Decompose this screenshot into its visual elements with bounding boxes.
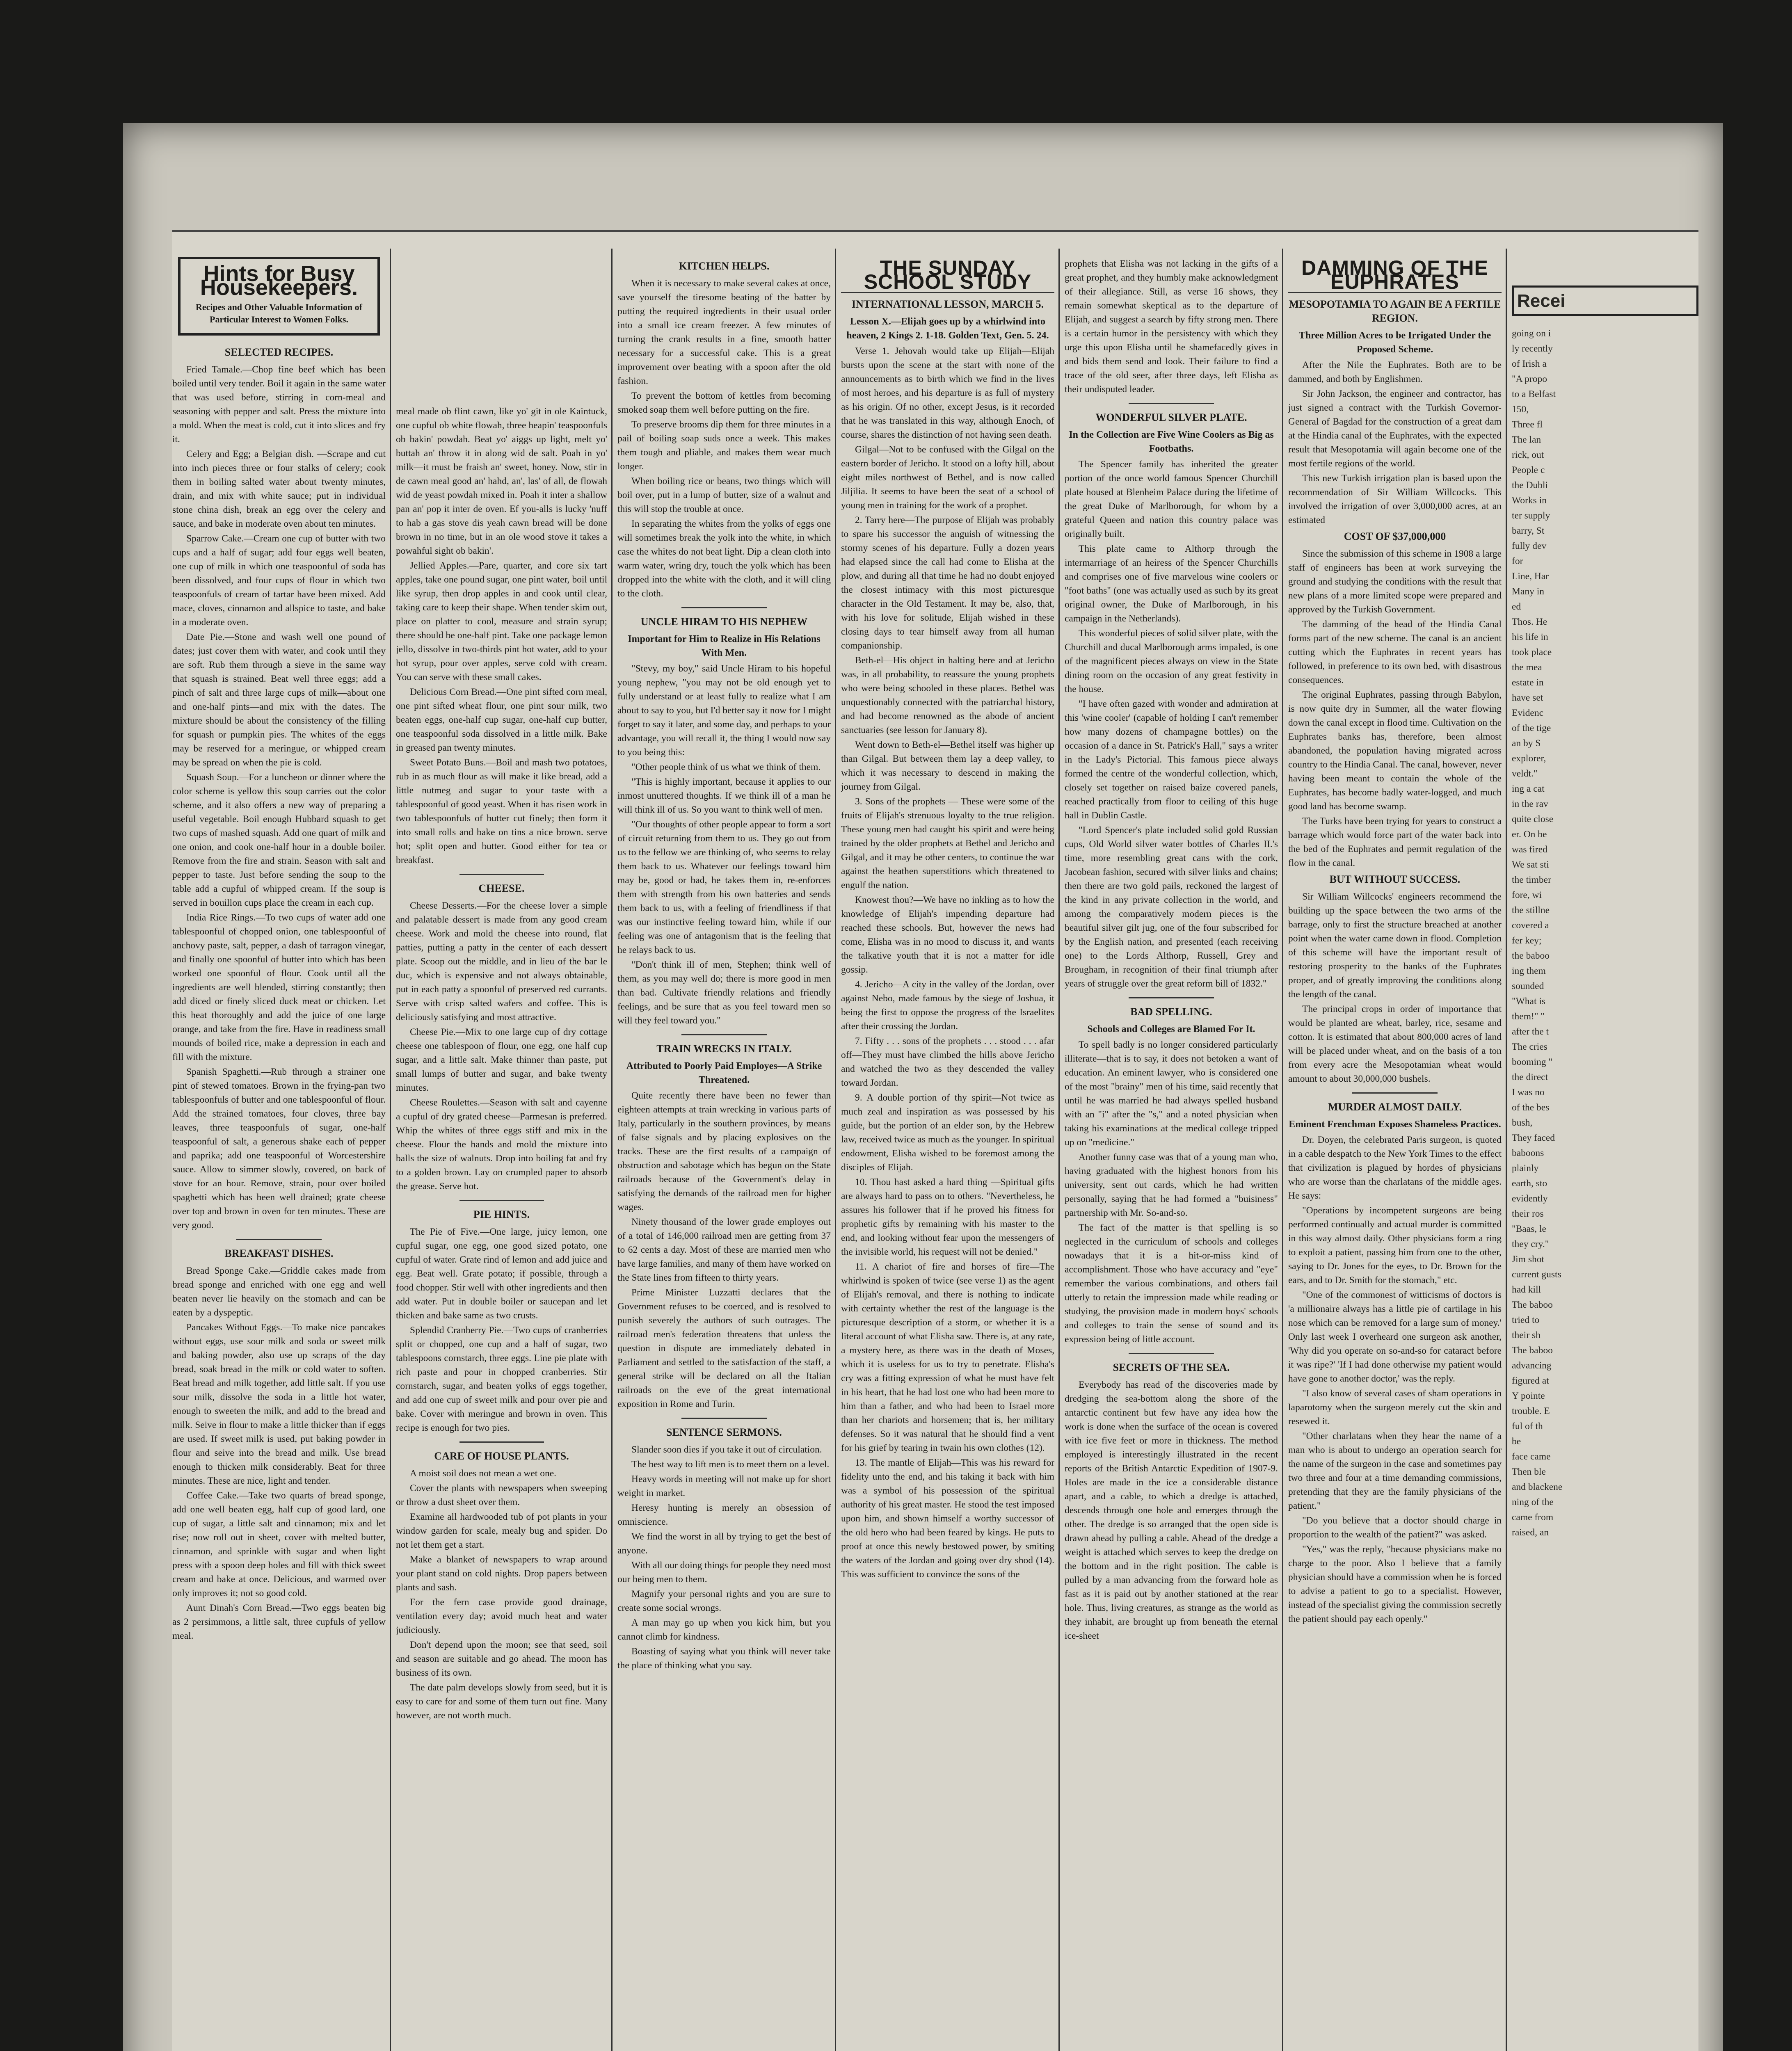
hiram-heading: UNCLE HIRAM TO HIS NEPHEW bbox=[640, 616, 808, 628]
clipped-line: of the bes bbox=[1512, 1102, 1550, 1113]
paragraph: We find the worst in all by trying to get the best of anyone. bbox=[617, 1531, 831, 1556]
clipped-line: sounded bbox=[1512, 981, 1544, 991]
paragraph: "Lord Spencer's plate included solid gold Russian cups, Old World silver water bottles of Charles II.'s time, more resembling great cans with the cork, Jacobean fashion, secured with silver links and chains; then there are two gold pails, reckoned the largest of the kind in any private collection in the world, and among the comparatively modern pieces is the beautiful silver gilt jug, one of the four subscribed for by the English nation, and presented (each receiving one) to the Lords Althorp, Russell, Grey and Brougham, in recognition of their final triumph after years of struggle over the great reform bill of 1832." bbox=[1065, 825, 1278, 989]
clipped-line: The lan bbox=[1512, 434, 1541, 445]
column-rule bbox=[611, 249, 613, 2051]
paragraph: Beth-el—His object in halting here and at Jericho was, in all probability, to reassure the young prophets who were being schooled in these places. Bethel was unquestionably connected with the patriarchal history, and had become renowned as the abode of ancient sanctuaries (see lesson for January 8). bbox=[841, 655, 1054, 735]
paragraph: 10. Thou hast asked a hard thing —Spiritual gifts are always hard to pass on to others. "Nevertheless, he assures his follower that if he proved his fitness for prophetic gifts by remaining with his master to the end, and looking without fear upon the messengers of the invisible world, his request will not be denied." bbox=[841, 1177, 1054, 1257]
paragraph: The fact of the matter is that spelling is so neglected in the curriculum of schools and colleges nowadays that it is a hit-or-miss kind of accomplishment. Those who have accuracy and "eye" remember the various combinations, and others fail utterly to retain the impression made while reading or studying, the provision made in modern boys' schools and colleges to train the sense of sound and its expression being of little account. bbox=[1065, 1222, 1278, 1345]
paragraph: Cheese Roulettes.—Season with salt and cayenne a cupful of dry grated cheese—Parmesan is preferred. Whip the whites of three eggs stiff and mix in the cheese. Flour the hands and mold the mixture into balls the size of walnuts. Drop into boiling fat and fry to a golden brown. Lay on crumpled paper to absorb the grease. Serve hot. bbox=[396, 1097, 607, 1192]
column-rule bbox=[390, 249, 391, 2051]
paragraph: Cheese Desserts.—For the cheese lover a simple and palatable dessert is made from any good cream cheese. Work and mold the cheese into round, flat patties, putting a patty in the center of each dessert plate. Scoop out the middle, and in lieu of the bar le duc, which is expensive and not always obtainable, put in each patty a spoonful of preserved red currants. Serve with crisp salted wafers and coffee. This is deliciously satisfying and most attractive. bbox=[396, 900, 607, 1023]
clipped-line: The baboo bbox=[1512, 1345, 1553, 1356]
clipped-line: "Baas, le bbox=[1512, 1224, 1546, 1234]
clipped-line: Thos. He bbox=[1512, 617, 1547, 627]
column-rule bbox=[1058, 249, 1060, 2051]
paragraph: 7. Fifty . . . sons of the prophets . . . stood . . . afar off—They must have climbed the hills above Jericho and watched the two as they descended the valley toward Jordan. bbox=[841, 1036, 1054, 1088]
clipped-line: ter supply bbox=[1512, 510, 1550, 521]
paragraph: 9. A double portion of thy spirit—Not twice as much zeal and inspiration as was possessed by his guide, but the portion of an elder son, by the Hebrew law, received twice as much as the younger. In spiritual endowment, Elisha wished to be foremost among the disciples of Elijah. bbox=[841, 1092, 1054, 1173]
clipped-line: Evidenc bbox=[1512, 708, 1543, 718]
clipped-line: barry, St bbox=[1512, 525, 1545, 536]
clipped-line: Works in bbox=[1512, 495, 1547, 506]
paragraph: A moist soil does not mean a wet one. bbox=[410, 1468, 557, 1479]
kitchen-heading: KITCHEN HELPS. bbox=[679, 260, 770, 272]
paragraph: Heresy hunting is merely an obsession of omniscience. bbox=[617, 1503, 831, 1527]
clipped-line: was fired bbox=[1512, 844, 1547, 855]
paragraph: Boasting of saying what you think will never take the place of thinking what you say. bbox=[617, 1646, 831, 1671]
breakfast-heading: BREAKFAST DISHES. bbox=[224, 1247, 334, 1259]
paragraph: Dr. Doyen, the celebrated Paris surgeon, is quoted in a cable despatch to the New York Times to the effect that civilization is plagued by hordes of physicians who are worse than the charlatans of the middle ages. He says: bbox=[1288, 1135, 1502, 1201]
column-silver-plate bbox=[1065, 257, 1278, 2051]
clipped-line: for bbox=[1512, 556, 1523, 566]
hints-title: Hints for Busy Housekeepers. bbox=[200, 261, 358, 300]
clipped-line: People c bbox=[1512, 465, 1545, 475]
clipped-line: tried to bbox=[1512, 1315, 1540, 1325]
clipped-line: current gusts bbox=[1512, 1269, 1561, 1280]
recipe: Celery and Egg; a Belgian dish. —Scrape and cut into inch pieces three or four stalks of celery; cook them in boiling salted water about twenty minutes, drain, and mix with white sauce; put in individual stone china dish, break an egg over the celery and sauce, and bake in moderate oven about ten minutes. bbox=[172, 449, 386, 529]
clipped-line: be bbox=[1512, 1436, 1521, 1447]
clipped-line: 150, bbox=[1512, 404, 1529, 415]
lesson-heading: INTERNATIONAL LESSON, MARCH 5. bbox=[851, 298, 1044, 310]
clipped-lines bbox=[1512, 326, 1698, 1540]
clipped-line: evidently bbox=[1512, 1193, 1548, 1204]
sermons-heading: SENTENCE SERMONS. bbox=[666, 1426, 782, 1438]
murder-subheading: Eminent Frenchman Exposes Shameless Practices. bbox=[1289, 1119, 1501, 1130]
divider bbox=[236, 1239, 322, 1240]
clipped-line: to a Belfast bbox=[1512, 389, 1556, 400]
breakfast-item: Aunt Dinah's Corn Bread.—Two eggs beaten big as 2 persimmons, a little salt, three cupfuls of yellow meal. bbox=[172, 1603, 386, 1641]
divider bbox=[681, 607, 767, 608]
paragraph: 11. A chariot of fire and horses of fire—The whirlwind is spoken of twice (see verse 1) as the agent of Elijah's removal, and there is nothing to indicate with certainty whether the rest of the language is the picturesque description of a storm, or whether it is a literal account of what Elisha saw. There is, at any rate, a mystery here, as there was in the death of Moses, which it is useless for us to try to penetrate. Elisha's cry was a fitting expression of what he must have felt in his heart, that he had lost one who had been more to him than a father, and who had been to Israel more than her chariots and horsemen; that is, her military defenses. So it was natural that he should find a vent for his grief by tearing in twain his own clothes (12). bbox=[841, 1261, 1054, 1453]
euphrates-banner: DAMMING OF THE EUPHRATES bbox=[1288, 261, 1502, 293]
murder-heading: MURDER ALMOST DAILY. bbox=[1328, 1101, 1462, 1113]
clipped-line: the Dubli bbox=[1512, 480, 1548, 491]
paragraph: With all our doing things for people they need most our being men to them. bbox=[617, 1560, 831, 1585]
clipped-line: the stillne bbox=[1512, 905, 1550, 916]
paragraph: When it is necessary to make several cakes at once, save yourself the tiresome beating of the batter by putting the required ingredients in their usual order into a small ice cream freezer. A few minutes of turning the crank results in a fine, smooth batter necessary for a successful cake. This is a great improvement over beating with a spoon after the old fashion. bbox=[617, 278, 831, 386]
paragraph: The Pie of Five.—One large, juicy lemon, one cupful sugar, one egg, one good sized potato, one cupful of water. Grate rind of lemon and add juice and egg. Beat well. Grate potato; if possible, through a food chopper. Stir well with other ingredients and then add water. Put in double boiler or saucepan and let thicken and bake same as two crusts. bbox=[396, 1226, 607, 1321]
column-sunday-school bbox=[841, 257, 1054, 2051]
paragraph: "I have often gazed with wonder and admiration at this 'wine cooler' (capable of holding I can't remember how many dozens of champagne bottles) on the occasion of a dance in St. Patrick's Hall," says a writer in the Lady's Pictorial. This famous piece always formed the centre of the wonderful collection, which, closely set together on raised baize covered panels, reached practically from floor to ceiling of this huge hall in Dublin Castle. bbox=[1065, 699, 1278, 821]
divider bbox=[1129, 403, 1214, 404]
clipped-line: of Irish a bbox=[1512, 359, 1547, 369]
divider bbox=[1129, 997, 1214, 998]
clipped-line: ing a cat bbox=[1512, 783, 1545, 794]
clipped-line: Three fl bbox=[1512, 419, 1543, 430]
paragraph: "Yes," was the reply, "because physicians make no charge to the poor. Also I believe that a family physician should have a commission when he is forced to advise a patient to go to a specialist. However, instead of the specialist giving the commission secretly the patient should pay each openly." bbox=[1288, 1544, 1502, 1624]
paragraph: "This is highly important, because it applies to our inmost unuttered thoughts. If we think ill of a man he will think ill of us. So you want to think well of men. bbox=[617, 777, 831, 815]
clipped-line: face came bbox=[1512, 1451, 1551, 1462]
paragraph: "Do you believe that a doctor should charge in proportion to the wealth of the patient?" was asked. bbox=[1288, 1515, 1502, 1540]
clipped-line: going on i bbox=[1512, 328, 1551, 339]
paragraph: This new Turkish irrigation plan is based upon the recommendation of Sir William Willcocks. This involved the irrigation of over 3,000,000 acres, at an estimated bbox=[1288, 473, 1502, 525]
paragraph: 13. The mantle of Elijah—This was his reward for fidelity unto the end, and his taking it back with him was a symbol of his possession of the spiritual authority of his great master. He stood the test imposed upon him, and shown himself a worthy successor of the old hero who had been feared by kings. He puts to proof at once this newly bestowed power, by smiting the waters of the Jordan and going over dry shod (14). This was sufficient to convince the sons of the bbox=[841, 1457, 1054, 1580]
breakfast-item: Coffee Cake.—Take two quarts of bread sponge, add one well beaten egg, half cup of good lard, one cup of sugar, a little salt and cinnamon; mix and let rise; now roll out in sheet, cover with melted butter, cinnamon, and sprinkle with sugar and when light press with a spoon deep holes and fill with thick sweet cream and bake at once. Delicious, and warmed over only improves it; not so good cold. bbox=[172, 1490, 386, 1599]
paragraph: Magnify your personal rights and you are sure to create some social wrongs. bbox=[617, 1589, 831, 1613]
paragraph: Examine all hardwooded tub of pot plants in your window garden for scale, mealy bug and spider. Do not let them get a start. bbox=[396, 1512, 607, 1550]
paragraph: To prevent the bottom of kettles from becoming smoked soap them well before putting on the fire. bbox=[617, 391, 831, 415]
paragraph: The Turks have been trying for years to construct a barrage which would force part of the water back into the bed of the Euphrates and permit regulation of the flow in the canal. bbox=[1288, 816, 1502, 868]
clipped-line: Y pointe bbox=[1512, 1391, 1545, 1401]
clipped-line: the direct bbox=[1512, 1072, 1548, 1083]
paragraph: When boiling rice or beans, two things which will boil over, put in a lump of butter, size of a walnut and this will stop the trouble at once. bbox=[617, 476, 831, 514]
paragraph: "Our thoughts of other people appear to form a sort of circuit returning from them to us. They go out from us to the fellow we are thinking of, who seems to relay them back to us. Whatever our feelings toward him may be, good or bad, he takes them in, re-enforces them with strength from his own batteries and sends them back to us, with a feeling of friendliness if that was our instinctive feeling toward him, while if our feeling was one of antagonism that is the feeling that he relays back to us. bbox=[617, 819, 831, 955]
clipped-line: figured at bbox=[1512, 1375, 1549, 1386]
pie-heading: PIE HINTS. bbox=[473, 1208, 530, 1220]
paragraph: Heavy words in meeting will not make up for short weight in market. bbox=[617, 1474, 831, 1498]
paragraph: After the Nile the Euphrates. Both are to be dammed, and both by Englishmen. bbox=[1288, 360, 1502, 384]
clipped-line: plainly bbox=[1512, 1163, 1539, 1174]
clipped-line: ing them bbox=[1512, 966, 1546, 976]
paragraph: 2. Tarry here—The purpose of Elijah was probably to spare his successor the anguish of witnessing the stormy scenes of his departure. Fully a dozen years had elapsed since the call had come to Elisha at the plow, and during all that time he had no doubt enjoyed the closest intimacy with this most picturesque character in the Old Testament. It may be, also, that, with his love for solitude, Elijah wished in these closing days to tear himself away from all human companionship. bbox=[841, 515, 1054, 651]
paragraph: A man may go up when you kick him, but you cannot climb for kindness. bbox=[617, 1617, 831, 1642]
cost-heading: COST OF $37,000,000 bbox=[1344, 530, 1446, 542]
paragraph: Prime Minister Luzzatti declares that the Government refuses to be coerced, and is resolved to punish severely the authors of such outrages. The railroad men's federation threatens that unless the question in dispute are immediately debated in Parliament and settled to the satisfaction of the staff, a general strike will be declared on all the Italian railroads on the eve of the great international exposition in Rome and Turin. bbox=[617, 1287, 831, 1409]
paragraph: Cheese Pie.—Mix to one large cup of dry cottage cheese one tablespoon of flour, one egg, one half cup sugar, and a little salt. Make thinner than paste, put small lumps of butter and sugar, and bake twenty minutes. bbox=[396, 1027, 607, 1093]
clipped-line: ful of th bbox=[1512, 1421, 1543, 1432]
clipped-line: have set bbox=[1512, 692, 1543, 703]
recipes-heading: SELECTED RECIPES. bbox=[224, 346, 334, 358]
clipped-line: The cries bbox=[1512, 1041, 1547, 1052]
paragraph: 3. Sons of the prophets — These were some of the fruits of Elijah's strenuous loyalty to the true religion. These young men had caught his spirit and were being trained by the older prophets at Bethel and Jericho and Gilgal, and it may be other centers, to continue the war against the heathen superstitions which threatened to engulf the nation. bbox=[841, 796, 1054, 891]
paragraph: prophets that Elisha was not lacking in the gifts of a great prophet, and they humbly make acknowledgment of their allegiance. Still, as verse 16 shows, they remain somewhat skeptical as to the departure of Elijah, and suggest a search by fifty strong men. There is a certain humor in the persistency with which they urge this upon Elisha until he shamefacedly gives in and bids them send and look. Their failure to find a trace of the old seer, after three days, left Elisha as their undisputed leader. bbox=[1065, 258, 1278, 395]
paragraph: This plate came to Althorp through the intermarriage of an heiress of the Spencer Churchills and comprises one of five marvelous wine coolers or "foot baths" (one was actually used as such by its great original owner, the Duke of Marlborough, in his campaign in the Netherlands). bbox=[1065, 544, 1278, 624]
paragraph: Delicious Corn Bread.—One pint sifted corn meal, one pint sifted wheat flour, one pint sour milk, two beaten eggs, one-half cup sugar, one-half cup butter, one teaspoonful soda dissolved in a little milk. Bake in greased pan twenty minutes. bbox=[396, 687, 607, 753]
breakfast-item: Bread Sponge Cake.—Griddle cakes made from bread sponge and enriched with one egg and well beaten never lie heavily on the stomach and can be eaten by a dyspeptic. bbox=[172, 1265, 386, 1318]
clipped-line: explorer, bbox=[1512, 753, 1546, 764]
recipe: Squash Soup.—For a luncheon or dinner where the color scheme is yellow this soup carries out the color scheme, and it also offers a new way of preparing a useful vegetable. Boil enough Hubbard squash to get two cups of mashed squash. Add one quart of milk and one onion, and cook one-half hour in a double boiler. Remove from the fire and strain. Season with salt and pepper to taste. Just before sending the soup to the table add a cupful of whipped cream. If the soup is served in bouillon cups place the cream in each cup. bbox=[172, 772, 386, 908]
clipped-line: The baboo bbox=[1512, 1300, 1553, 1310]
clipped-line: booming " bbox=[1512, 1057, 1553, 1067]
recipe: Sparrow Cake.—Cream one cup of butter with two cups and a half of sugar; add four eggs well beaten, one cup of milk in which one teaspoonful of soda has been dissolved, and four cups of flour in which two teaspoonfuls of cream of tartar have been mixed. Add mace, cloves, cinnamon and allspice to taste, and bake in a moderate oven. bbox=[172, 533, 386, 628]
clipped-line: after the t bbox=[1512, 1026, 1549, 1037]
paragraph: Sir William Willcocks' engineers recommend the building up the space between the two arms of the barrage, only to first the structure breached at another point when the water came down in flood. Completion of this scheme will have the important result of restoring prosperity to the banks of the Euphrates proper, and of greatly improving the conditions along the length of the canal. bbox=[1288, 891, 1502, 1000]
paragraph: "Other people think of us what we think of them. bbox=[631, 762, 821, 772]
newspaper-page bbox=[172, 230, 1698, 2051]
clipped-line: the timber bbox=[1512, 875, 1551, 885]
column-kitchen-helps bbox=[617, 257, 831, 2051]
clipped-line: They faced bbox=[1512, 1133, 1555, 1143]
clipped-line: bush, bbox=[1512, 1117, 1533, 1128]
paragraph: Ninety thousand of the lower grade employes out of a total of 146,000 railroad men are getting from 37 to 62 cents a day. Most of these are married men who have large families, and many of them have worked on the State lines from fifteen to thirty years. bbox=[617, 1217, 831, 1283]
paragraph: "Operations by incompetent surgeons are being performed continually and actual murder is committed in this way almost daily. Other physicians form a ring to exploit a patient, passing him from one to the other, saying to Dr. Jones for the eyes, to Dr. Brown for the ears, and to Dr. Smith for the stomach," etc. bbox=[1288, 1205, 1502, 1286]
divider bbox=[459, 1200, 544, 1201]
column-rule bbox=[1282, 249, 1283, 2051]
clipped-line: fully dev bbox=[1512, 541, 1547, 551]
paragraph: Quite recently there have been no fewer than eighteen attempts at train wrecking in various parts of Italy, particularly in the southern provinces, by means of false signals and by placing explosives on the tracks. These are the first results of a campaign of obstruction and sabotage which has begun on the State railroads because of the Government's delay in satisfying the demands of the railroad men for higher wages. bbox=[617, 1090, 831, 1213]
paragraph: The best way to lift men is to meet them on a level. bbox=[631, 1459, 830, 1470]
sunday-school-banner: THE SUNDAY SCHOOL STUDY bbox=[841, 261, 1054, 293]
cheese-heading: CHEESE. bbox=[478, 882, 525, 894]
clipped-line: rick, out bbox=[1512, 450, 1544, 460]
success-heading: BUT WITHOUT SUCCESS. bbox=[1329, 873, 1461, 885]
clipped-line: their sh bbox=[1512, 1330, 1541, 1341]
clipped-line: ed bbox=[1512, 601, 1521, 612]
clipped-line: the baboo bbox=[1512, 950, 1550, 961]
paragraph: Sir John Jackson, the engineer and contractor, has just signed a contract with the Turkish Governor-General of Bagdad for the construction of a great dam at the Hindia canal of the Euphrates, with the expected result that Mesopotamia will again become one of the most fertile regions of the world. bbox=[1288, 388, 1502, 469]
euphrates-deck: Three Million Acres to be Irrigated Under the Proposed Scheme. bbox=[1298, 330, 1491, 355]
column-recipes-continued bbox=[396, 404, 607, 2051]
divider bbox=[1129, 1353, 1214, 1354]
recipe: Fried Tamale.—Chop fine beef which has been boiled until very tender. Boil it again in the same water that was used before, stirring in corn-meal and seasoning with pepper and salt. Press the mixture into a mold. When the meat is cold, cut it into slices and fry it. bbox=[172, 364, 386, 445]
clipped-line: his life in bbox=[1512, 632, 1548, 642]
paragraph: "One of the commonest of witticisms of doctors is 'a millionaire always has a little pie of cartilage in his nose which can be removed for a large sum of money.' Only last week I overheard one surgeon ask another, 'Why did you operate on so-and-so for cataract before it was ripe?' 'If I had done otherwise my patient would have gone to another doctor,' was the reply. bbox=[1288, 1290, 1502, 1384]
spelling-subheading: Schools and Colleges are Blamed For It. bbox=[1087, 1024, 1255, 1035]
column-clipped bbox=[1512, 257, 1698, 2051]
train-heading: TRAIN WRECKS IN ITALY. bbox=[656, 1043, 792, 1055]
clipped-line: ning of the bbox=[1512, 1497, 1554, 1507]
silver-subheading: In the Collection are Five Wine Coolers as Big as Footbaths. bbox=[1069, 429, 1274, 454]
paragraph: The damming of the head of the Hindia Canal forms part of the new scheme. The canal is an ancient cutting which the Euphrates in recent years has followed, in preference to its own bed, with disastrous consequences. bbox=[1288, 619, 1502, 685]
clipped-line: Many in bbox=[1512, 586, 1544, 597]
hints-title-box bbox=[178, 257, 380, 336]
paragraph: Everybody has read of the discoveries made by dredging the sea-bottom along the shore of the antarctic continent but few have any idea how the work is done when the surface of the ocean is covered with ice five feet or more in thickness. The method employed is interestingly illustrated in the recent reports of the British Antarctic Expedition of 1907-9. Holes are made in the ice a considerable distance apart, and a cable, to which a dredge is attached, descends through one hole and emerges through the other. The dredge is so arranged that the open side is drawn ahead by pulling a cable. Ahead of the dredge a weight is attached which serves to keep the dredge on the bottom and in the right position. The cable is pulled by a man advancing from the forward hole as fast as it is paid out by another stationed at the rear hole. Thus, living creatures, as strange as the world as they inhabit, are brought up from beneath the eternal ice-sheet bbox=[1065, 1380, 1278, 1641]
clipped-line: they cry." bbox=[1512, 1239, 1549, 1249]
paragraph: For the fern case provide good drainage, ventilation every day; avoid much heat and water judiciously. bbox=[396, 1597, 607, 1635]
clipped-line: I was no bbox=[1512, 1087, 1545, 1098]
recipe: India Rice Rings.—To two cups of water add one tablespoonful of chopped onion, one tablespoonful of anchovy paste, salt, pepper, a dash of tarragon vinegar, and finally one spoonful of butter into which has been worked one spoonful of flour. Cook until all the ingredients are well blended, stirring constantly; then add diced or finely sliced duck meat or chicken. Let this heat thoroughly and add the juice of one large orange, and take from the fire. Have in readiness small mounds of boiled rice, make a depression in each and fill with the mixture. bbox=[172, 912, 386, 1062]
clipped-line: Jim shot bbox=[1512, 1254, 1545, 1265]
paragraph: Went down to Beth-el—Bethel itself was higher up than Gilgal. But between them lay a deep valley, to which it was necessary to descend in making the journey from Gilgal. bbox=[841, 740, 1054, 792]
paragraph: This wonderful pieces of solid silver plate, with the Churchill and ducal Marlborough arms impaled, is one of the magnificent pieces always on view in the State dining room on the occasion of any great festivity in the house. bbox=[1065, 628, 1278, 694]
clipped-line: veldt." bbox=[1512, 768, 1538, 779]
paragraph: Don't depend upon the moon; see that seed, soil and season are suitable and go ahead. The moon has business of its own. bbox=[396, 1640, 607, 1678]
paragraph: Make a blanket of newspapers to wrap around your plant stand on cold nights. Drop papers between plants and sash. bbox=[396, 1554, 607, 1593]
clipped-line: took place bbox=[1512, 647, 1552, 658]
divider bbox=[681, 1418, 767, 1419]
paragraph: The principal crops in order of importance that would be planted are wheat, barley, rice, sesame and cotton. It is estimated that about 800,000 acres of land will be placed under wheat, and on the basis of a ton from every acre the Mesopotamian wheat would amount to about 30,000,000 bushels. bbox=[1288, 1004, 1502, 1084]
clipped-line: in the rav bbox=[1512, 799, 1548, 809]
paragraph: "Stevy, my boy," said Uncle Hiram to his hopeful young nephew, "you may not be old enough yet to fully understand or at least fully to realize what I am about to say to you, but I'd better say it now for I might forget to say it later, and some day, and perhaps to your advantage, you will recall it, the thing I would now say to you being this: bbox=[617, 663, 831, 758]
clipped-line: Then ble bbox=[1512, 1466, 1546, 1477]
paragraph: Splendid Cranberry Pie.—Two cups of cranberries split or chopped, one cup and a half of sugar, two tablespoons cornstarch, three eggs. Line pie plate with rich paste and pour in chopped cranberries. Stir cornstarch, sugar, and beaten yolks of eggs together, and add one cup of sweet milk and pour over pie and bake. Cover with meringue and brown in oven. This recipe is enough for two pies. bbox=[396, 1325, 607, 1433]
silver-heading: WONDERFUL SILVER PLATE. bbox=[1095, 411, 1247, 423]
paragraph: Since the submission of this scheme in 1908 a large staff of engineers has been at work surveying the ground and studying the conditions with the result that new plans of a more limited scope were prepared and approved by the Turkish Government. bbox=[1288, 548, 1502, 615]
clipped-line: baboons bbox=[1512, 1148, 1544, 1158]
clipped-line: advancing bbox=[1512, 1360, 1552, 1371]
clipped-line: earth, sto bbox=[1512, 1178, 1547, 1189]
paragraph: "I also know of several cases of sham operations in laparotomy when the surgeon merely cut the skin and resewed it. bbox=[1288, 1388, 1502, 1427]
paragraph: 4. Jericho—A city in the valley of the Jordan, over against Nebo, made famous by the siege of Joshua, it being the first to oppose the progress of the Israelites after their crossing the Jordan. bbox=[841, 979, 1054, 1032]
paragraph: "Other charlatans when they hear the name of a man who is about to undergo an operation search for the name of the surgeon in the case and sometimes pay two three and four at a time demanding commissions, pretending that they are the family physicians of the patient." bbox=[1288, 1431, 1502, 1511]
column-rule bbox=[835, 249, 836, 2051]
spelling-heading: BAD SPELLING. bbox=[1130, 1006, 1212, 1018]
clipped-line: Line, Har bbox=[1512, 571, 1549, 582]
column-hints bbox=[172, 249, 386, 2051]
divider bbox=[459, 1441, 544, 1443]
clipped-heading: Recei bbox=[1512, 285, 1698, 316]
column-euphrates bbox=[1288, 257, 1502, 2051]
column-rule bbox=[1506, 249, 1507, 2051]
lesson-subheading: Lesson X.—Elijah goes up by a whirlwind into heaven, 2 Kings 2. 1-18. Golden Text, Gen. 5. 24. bbox=[846, 316, 1049, 341]
clipped-line: the mea bbox=[1512, 662, 1542, 673]
paragraph: Sweet Potato Buns.—Boil and mash two potatoes, rub in as much flour as will make it like bread, add a little nutmeg and sugar to your taste with a tablespoonful of good yeast. When it has risen work in two tablespoonfuls of butter cut finely; then form it into small rolls and bake on tins a nice brown. serve hot; split open and butter. Good either for tea or breakfast. bbox=[396, 757, 607, 866]
divider bbox=[1352, 1092, 1438, 1094]
paragraph: meal made ob flint cawn, like yo' git in ole Kaintuck, one cupful ob white flowah, three heapin' teaspoonfuls ob bakin' powdah. Beat yo' aiggs up light, melt yo' buttah an' throw it in along wid de salt. Poah in yo' milk—it must be fraish an' sweet, honey. Now, stir in de cawn meal good an' hahd, an', las' of all, de flowah wid de yeast powdah mixed in. Poah it inter a shallow pan an' pop it inter de oven. Ef you-alls is lucky 'nuff to hab a gas stove dis yeah cawn bread will be done brown in no time, but in an ole wood stove it takes a powahful sight ob bakin'. bbox=[396, 406, 607, 556]
clipped-line: "A propo bbox=[1512, 374, 1547, 384]
recipes-list bbox=[172, 363, 386, 1232]
clipped-line: had kill bbox=[1512, 1284, 1541, 1295]
clipped-line: trouble. E bbox=[1512, 1406, 1550, 1416]
plants-heading: CARE OF HOUSE PLANTS. bbox=[434, 1450, 569, 1462]
paragraph: The date palm develops slowly from seed, but it is easy to care for and some of them turn out fine. Many however, are not worth much. bbox=[396, 1682, 607, 1721]
clipped-line: estate in bbox=[1512, 677, 1544, 688]
recipe: Spanish Spaghetti.—Rub through a strainer one pint of stewed tomatoes. Brown in the frying-pan two tablespoonfuls of butter and one tablespoonful of flour. Add the strained tomatoes, four cloves, three bay leaves, three teaspoonfuls of sugar, one-half teaspoonful of salt, a generous shake each of pepper and paprika; add one teaspoonful of Worcestershire sauce. Allow to simmer slowly, covered, on back of stove for an hour. Remove, strain, pour over boiled spaghetti which has been well drained; grate cheese over top and brown in oven for ten minutes. These are very good. bbox=[172, 1067, 386, 1231]
divider bbox=[459, 874, 544, 875]
clipped-line: raised, an bbox=[1512, 1527, 1549, 1538]
paragraph: Another funny case was that of a young man who, having graduated with the highest honors from his university, sent out cards, which he had written personally, saying that he had formed a "buisiness" partnership with Mr. So-and-so. bbox=[1065, 1152, 1278, 1218]
recipe: Date Pie.—Stone and wash well one pound of dates; just cover them with water, and cook until they are soft. Rub them through a sieve in the same way that squash is strained. Beat well three eggs; add a pinch of salt and three large cups of milk—about one and one-half pints—and mix with the dates. The mixture should be about the consistency of the filling for squash or pumpkin pies. The whites of the eggs may be reserved for a meringue, or whipped cream may be spread on when the pie is cold. bbox=[172, 632, 386, 768]
paragraph: "Don't think ill of men, Stephen; think well of them, as you may well do; there is more good in men than bad. Cultivate friendly relations and friendly feelings, and be sure that as you feel toward men so will they feel toward you." bbox=[617, 959, 831, 1026]
clipped-line: and blackene bbox=[1512, 1482, 1563, 1492]
paragraph: Verse 1. Jehovah would take up Elijah—Elijah bursts upon the scene at the start with none of the announcements as to birth which we find in the lives of most heroes, and his departure is as full of mystery as his origin. Of no other, except Jesus, is it recorded that he was translated in this way, although Enoch, of course, shares the distinction of not having seen death. bbox=[841, 346, 1054, 440]
paragraph: Knowest thou?—We have no inkling as to how the knowledge of Elijah's impending departure had reached these schools. But, however the news had come, Elisha was in no mood to discuss it, and wants the talkative youth that it is not a matter for idle gossip. bbox=[841, 895, 1054, 975]
paragraph: To spell badly is no longer considered particularly illiterate—that is to say, it does not betoken a want of education. An eminent lawyer, who is considered one of the most "brainy" men of his time, said recently that until he was married he had always spelled husband with an "i" after the "s," and a noted physician when taking his examinations at the medical college tripped up on "medicine." bbox=[1065, 1039, 1278, 1148]
clipped-line: came from bbox=[1512, 1512, 1554, 1523]
breakfast-item: Pancakes Without Eggs.—To make nice pancakes without eggs, use sour milk and soda or sweet milk and baking powder, also use up scraps of the day bread, soak bread in the milk or cold water to soften. Beat bread and milk together, add little salt. If you use sour milk, dissolve the soda in a little hot water, enough to sweeten the milk, and add to the bread and milk. Seive in flour to make a little thicker than if eggs are used. If sweet milk is used, put baking powder in flour and seive into the bread and milk. Use bread enough to thicken milk considerably. Beat for three minutes. These are nice, light and tender. bbox=[172, 1322, 386, 1486]
clipped-line: them!" " bbox=[1512, 1011, 1545, 1022]
paragraph: Slander soon dies if you take it out of circulation. bbox=[631, 1444, 822, 1455]
hiram-subheading: Important for Him to Realize in His Relations With Men. bbox=[628, 634, 821, 658]
clipped-line: er. On be bbox=[1512, 829, 1547, 840]
clipped-line: We sat sti bbox=[1512, 859, 1549, 870]
clipped-line: covered a bbox=[1512, 920, 1549, 931]
paragraph: The Spencer family has inherited the greater portion of the once world famous Spencer Churchill plate housed at Blenheim Palace during the lifetime of the great Duke of Marlborough, for whom by a grateful Queen and nation this country palace was originally built. bbox=[1065, 459, 1278, 539]
euphrates-subheading: MESOPOTAMIA TO AGAIN BE A FERTILE REGION. bbox=[1289, 298, 1501, 324]
paragraph: Jellied Apples.—Pare, quarter, and core six tart apples, take one pound sugar, one pint water, boil until like syrup, then drop apples in and cook until clear, taking care to keep their shape. When tender skim out, place on platter to cool, measure and strain syrup; there should be one-half pint. Take one package lemon jello, dissolve in two-thirds pint hot water, add to your hot syrup, pour over apples, serve cold with cream. You can serve with these small cakes. bbox=[396, 560, 607, 683]
train-subheading: Attributed to Poorly Paid Employes—A Strike Threatened. bbox=[626, 1061, 822, 1085]
clipped-line: fer key; bbox=[1512, 935, 1542, 946]
hints-subtitle: Recipes and Other Valuable Information of Particular Interest to Women Folks. bbox=[195, 302, 362, 324]
paragraph: In separating the whites from the yolks of eggs one will sometimes break the yolk into the white, in which case the whites do not beat light. Dip a clean cloth into warm water, wring dry, touch the yolk which has been dropped into the white with the cloth, and it will cling to the cloth. bbox=[617, 518, 831, 599]
clipped-line: their ros bbox=[1512, 1208, 1544, 1219]
sea-heading: SECRETS OF THE SEA. bbox=[1113, 1361, 1230, 1373]
clipped-line: fore, wi bbox=[1512, 890, 1542, 900]
divider bbox=[681, 1034, 767, 1035]
paragraph: Gilgal—Not to be confused with the Gilgal on the eastern border of Jericho. It stood on a lofty hill, about eight miles northwest of Bethel, and is now called Jiljilia. It seems to have been the seat of a school of young men in training for the work of a prophet. bbox=[841, 444, 1054, 511]
paragraph: To preserve brooms dip them for three minutes in a pail of boiling soap suds once a week. This makes them tough and pliable, and makes them wear much longer. bbox=[617, 419, 831, 472]
paragraph: The original Euphrates, passing through Babylon, is now quite dry in Summer, all the water flowing down the canal except in flood time. Cultivation on the Euphrates banks has, therefore, been almost abandoned, the population having migrated across country to the Hindia Canal. The canal, however, never having been meant to contain the whole of the Euphrates, has become badly water-logged, and much good land has become swamp. bbox=[1288, 690, 1502, 812]
clipped-line: an by S bbox=[1512, 738, 1541, 749]
clipped-line: "What is bbox=[1512, 996, 1546, 1007]
paragraph: Cover the plants with newspapers when sweeping or throw a dust sheet over them. bbox=[396, 1483, 607, 1507]
clipped-line: quite close bbox=[1512, 814, 1554, 825]
clipped-line: ly recently bbox=[1512, 343, 1553, 354]
clipped-line: of the tige bbox=[1512, 723, 1551, 733]
